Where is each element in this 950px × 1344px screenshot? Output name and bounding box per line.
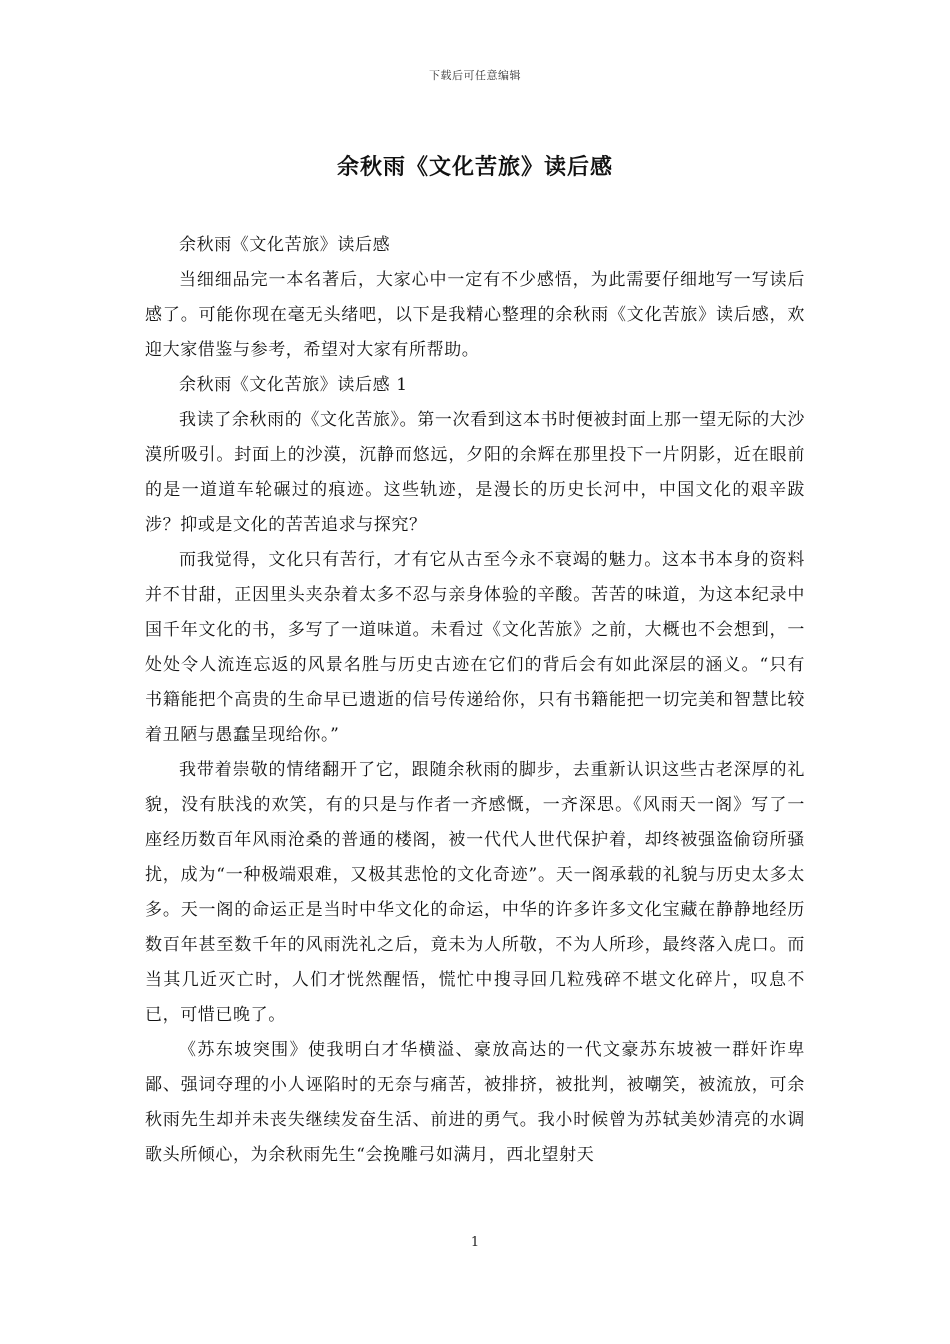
page-number: 1 — [470, 1235, 480, 1250]
body-paragraph: 而我觉得，文化只有苦行，才有它从古至今永不衰竭的魅力。这本书本身的资料并不甘甜，正因里头夹杂着太多不忍与亲身体验的辛酸。苦苦的味道，为这本纪录中国千年文化的书，多写了一道味道。未看过《文化苦旅》之前，大概也不会想到，一处处令人流连忘返的风景名胜与历史古迹在它们的背后会有如此深层的涵义。“只有书籍能把个高贵的生命早已遗逝的信号传递给你，只有书籍能把一切完美和智慧比较着丑陋与愚蠢呈现给你。” — [145, 550, 805, 745]
body-paragraph: 我带着崇敬的情绪翻开了它，跟随余秋雨的脚步，去重新认识这些古老深厚的礼貌，没有肤浅的欢笑，有的只是与作者一齐感慨，一齐深思。《风雨天一阁》写了一座经历数百年风雨沧桑的普通的楼阁，被一代代人世代保护着，却终被强盗偷窃所骚扰，成为“一种极端艰难，又极其悲怆的文化奇迹”。天一阁承载的礼貌与历史太多太多。天一阁的命运正是当时中华文化的命运，中华的许多许多文化宝藏在静静地经历数百年甚至数千年的风雨洗礼之后，竟未为人所敬，不为人所珍，最终落入虎口。而当其几近灭亡时，人们才恍然醒悟，慌忙中搜寻回几粒残碎不堪文化碎片，叹息不已，可惜已晚了。 — [145, 760, 805, 1025]
body-paragraph: 余秋雨《文化苦旅》读后感 — [179, 235, 391, 255]
header-note: 下载后可任意编辑 — [429, 69, 521, 82]
document-body — [145, 228, 805, 1173]
body-paragraph: 《苏东坡突围》使我明白才华横溢、豪放高达的一代文豪苏东坡被一群奸诈卑鄙、强词夺理的小人诬陷时的无奈与痛苦，被排挤，被批判，被嘲笑，被流放，可余秋雨先生却并未丧失继续发奋生活、前进的勇气。我小时候曾为苏轼美妙清亮的水调歌头所倾心，为余秋雨先生“会挽雕弓如满月，西北望射天 — [145, 1040, 805, 1165]
body-paragraph: 当细细品完一本名著后，大家心中一定有不少感悟，为此需要仔细地写一写读后感了。可能你现在毫无头绪吧，以下是我精心整理的余秋雨《文化苦旅》读后感，欢迎大家借鉴与参考，希望对大家有所帮助。 — [145, 270, 805, 360]
body-paragraph: 余秋雨《文化苦旅》读后感 1 — [179, 375, 408, 395]
body-paragraph: 我读了余秋雨的《文化苦旅》。第一次看到这本书时便被封面上那一望无际的大沙漠所吸引。封面上的沙漠，沉静而悠远，夕阳的余辉在那里投下一片阴影，近在眼前的是一道道车轮碾过的痕迹。这些轨迹，是漫长的历史长河中，中国文化的艰辛跋涉？抑或是文化的苦苦追求与探究？ — [145, 410, 805, 535]
document-title: 余秋雨《文化苦旅》读后感 — [336, 154, 613, 180]
